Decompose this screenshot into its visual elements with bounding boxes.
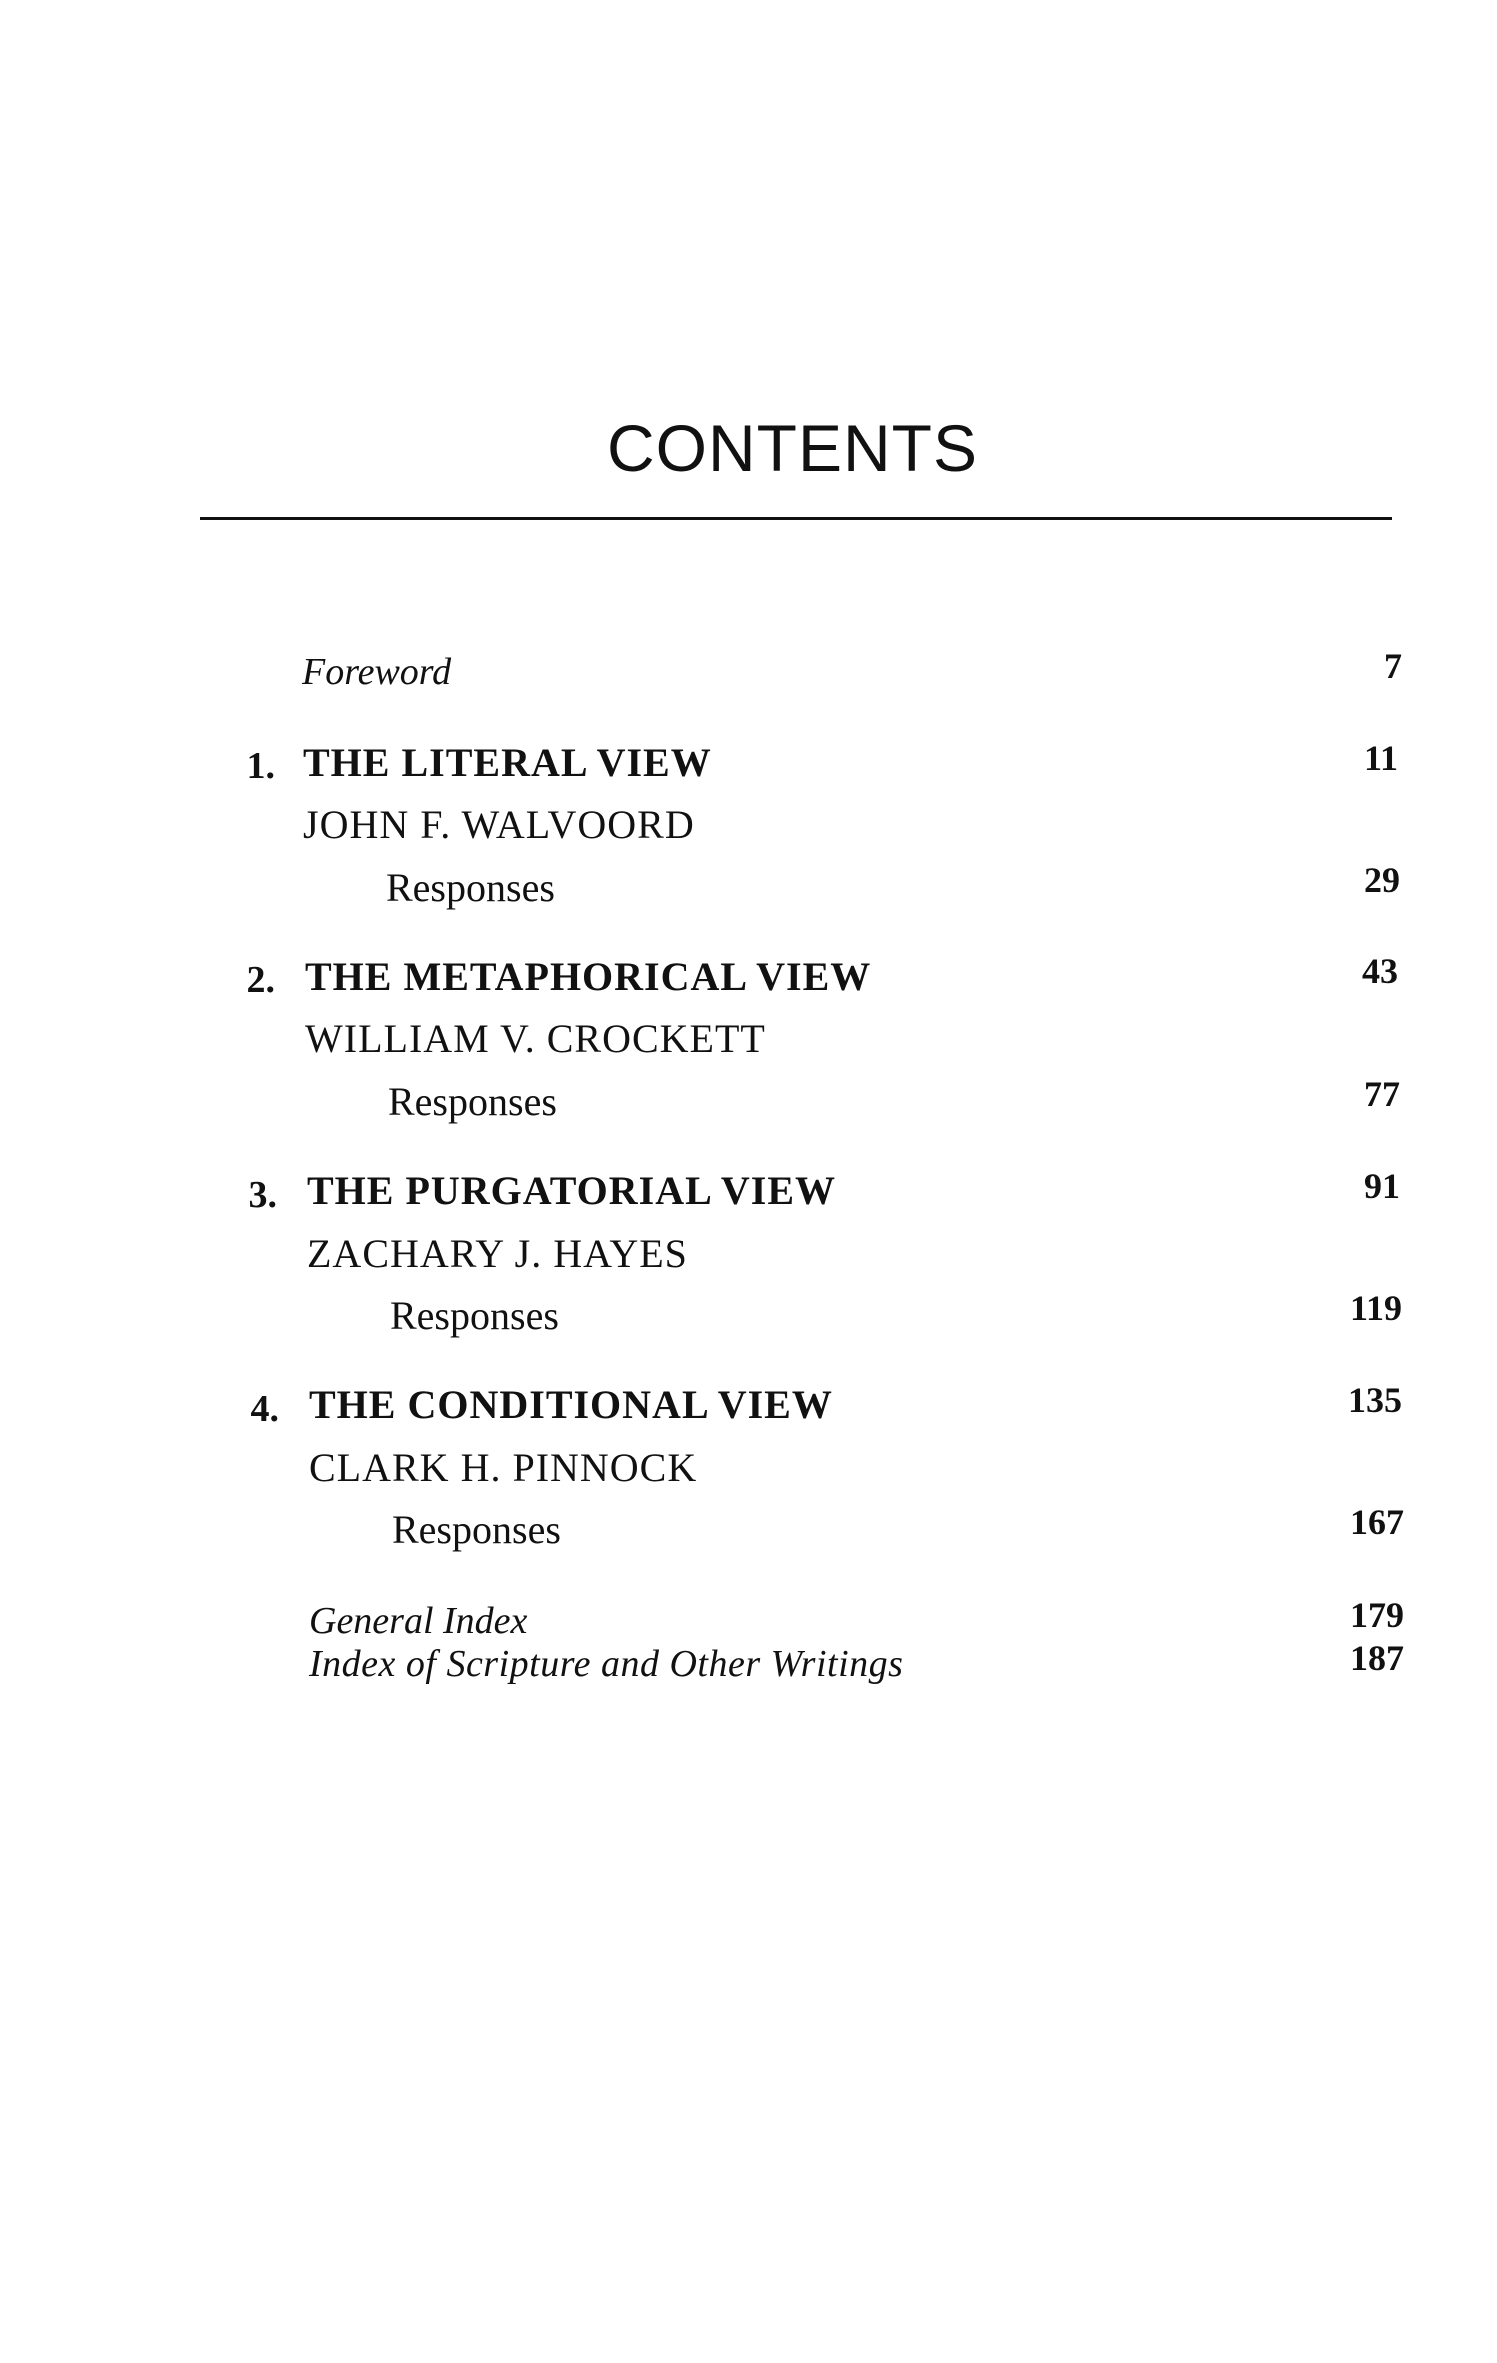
chapter-title: THE CONDITIONAL VIEW	[309, 1382, 833, 1427]
responses-label: Responses	[388, 1079, 557, 1124]
responses-page: 29	[1364, 860, 1400, 900]
responses-page: 77	[1364, 1074, 1400, 1114]
chapter-title: THE LITERAL VIEW	[303, 740, 712, 785]
chapter-author: ZACHARY J. HAYES	[307, 1231, 688, 1276]
foreword-label: Foreword	[302, 651, 452, 693]
responses-page: 119	[1349, 1288, 1402, 1328]
responses-label: Responses	[390, 1293, 559, 1338]
index-page: 187	[1350, 1638, 1404, 1678]
foreword-page: 7	[1384, 646, 1402, 686]
chapter-author: CLARK H. PINNOCK	[309, 1445, 698, 1490]
responses-label: Responses	[392, 1507, 561, 1552]
page-title: CONTENTS	[607, 411, 978, 485]
responses-page: 167	[1350, 1502, 1404, 1542]
responses-label: Responses	[386, 865, 555, 910]
chapter-title: THE METAPHORICAL VIEW	[305, 954, 872, 999]
index-label: General Index	[309, 1600, 528, 1642]
title-rule	[200, 517, 1392, 520]
chapter-page: 11	[1363, 738, 1398, 778]
chapter-author: JOHN F. WALVOORD	[303, 802, 695, 847]
chapter-author: WILLIAM V. CROCKETT	[305, 1016, 766, 1061]
index-page: 179	[1350, 1595, 1404, 1635]
index-label: Index of Scripture and Other Writings	[309, 1643, 904, 1685]
chapter-title: THE PURGATORIAL VIEW	[307, 1168, 837, 1213]
chapter-page: 91	[1364, 1166, 1400, 1206]
chapter-number: 2.	[246, 959, 275, 1001]
chapter-number: 4.	[250, 1388, 279, 1430]
chapter-page: 43	[1362, 951, 1398, 991]
chapter-page: 135	[1348, 1380, 1402, 1420]
chapter-number: 3.	[248, 1174, 277, 1216]
chapter-number: 1.	[246, 745, 275, 787]
